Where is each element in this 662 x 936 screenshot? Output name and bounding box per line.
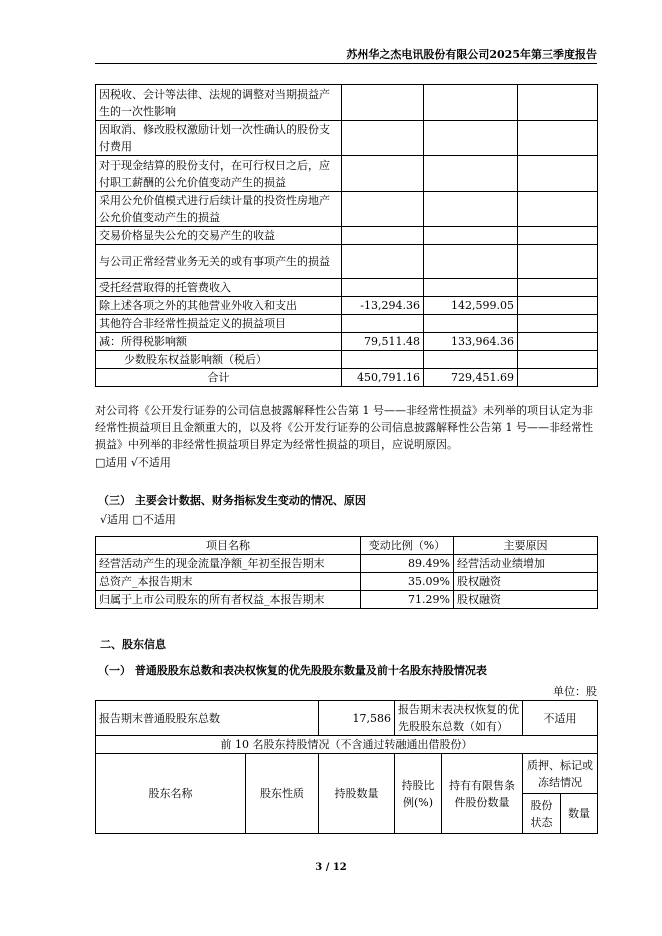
row-note (518, 85, 598, 121)
row-year-to-date: 142,599.05 (424, 297, 518, 315)
changes-row (96, 591, 598, 609)
non-recurring-row (96, 156, 598, 192)
changes-row (96, 573, 598, 591)
preferred-shareholders-value: 不适用 (523, 701, 598, 736)
row-item-label: 少数股东权益影响额（税后） (96, 351, 342, 369)
row-year-to-date (424, 245, 518, 279)
col-shareholder-nature: 股东性质 (246, 754, 319, 834)
row-current-period (342, 245, 424, 279)
change-reason: 股权融资 (454, 591, 598, 609)
row-item-label: 合计 (96, 369, 342, 387)
changes-row (96, 555, 598, 573)
non-recurring-row (96, 192, 598, 227)
col-restricted-shares: 持有有限售条件股份数量 (442, 754, 523, 834)
row-year-to-date: 133,964.36 (424, 333, 518, 351)
row-current-period: -13,294.36 (342, 297, 424, 315)
row-year-to-date (424, 351, 518, 369)
row-item-label: 交易价格显失公允的交易产生的收益 (96, 227, 342, 245)
changes-header-name: 项目名称 (96, 537, 361, 555)
row-item-label: 因取消、修改股权激励计划一次性确认的股份支付费用 (96, 121, 342, 156)
row-item-label: 采用公允价值模式进行后续计量的投资性房地产公允价值变动产生的损益 (96, 192, 342, 227)
row-year-to-date (424, 85, 518, 121)
change-ratio: 35.09% (361, 573, 454, 591)
applicability-checkbox-2: √适用 □不适用 (100, 513, 176, 526)
non-recurring-row (96, 333, 598, 351)
row-current-period (342, 227, 424, 245)
change-ratio: 71.29% (361, 591, 454, 609)
row-note (518, 297, 598, 315)
total-shareholders-label: 报告期末普通股股东总数 (96, 701, 319, 736)
row-item-label: 减：所得税影响额 (96, 333, 342, 351)
shareholders-subheading: （一） 普通股股东总数和表决权恢复的优先股股东数量及前十名股东持股情况表 (98, 664, 487, 677)
change-reason: 股权融资 (454, 573, 598, 591)
row-year-to-date (424, 279, 518, 297)
shareholders-heading: 二、股东信息 (100, 638, 166, 651)
row-note (518, 351, 598, 369)
col-pledge-status: 质押、标记或冻结情况 (523, 754, 598, 794)
col-share-count: 数量 (561, 794, 598, 834)
change-item-name: 经营活动产生的现金流量净额_年初至报告期末 (96, 555, 361, 573)
row-item-label: 因税收、会计等法律、法规的调整对当期损益产生的一次性影响 (96, 85, 342, 121)
row-item-label: 除上述各项之外的其他营业外收入和支出 (96, 297, 342, 315)
row-current-period (342, 315, 424, 333)
row-item-label: 对于现金结算的股份支付，在可行权日之后，应付职工薪酬的公允价值变动产生的损益 (96, 156, 342, 192)
applicability-checkbox-1: □适用 √不适用 (95, 456, 171, 469)
row-current-period: 79,511.48 (342, 333, 424, 351)
top10-title: 前 10 名股东持股情况（不含通过转融通出借股份） (96, 736, 598, 754)
row-year-to-date (424, 192, 518, 227)
page-number: 3 / 12 (315, 862, 347, 873)
row-item-label: 其他符合非经常性损益定义的损益项目 (96, 315, 342, 333)
col-shareholder-name: 股东名称 (96, 754, 246, 834)
changes-body (96, 555, 598, 609)
row-note (518, 315, 598, 333)
row-note (518, 192, 598, 227)
change-reason: 经营活动业绩增加 (454, 555, 598, 573)
non-recurring-row (96, 369, 598, 387)
preferred-shareholders-label: 报告期末表决权恢复的优先股股东总数（如有） (395, 701, 523, 736)
row-year-to-date (424, 156, 518, 192)
non-recurring-row (96, 227, 598, 245)
total-shareholders-value: 17,586 (319, 701, 395, 736)
non-recurring-row (96, 121, 598, 156)
non-recurring-row (96, 297, 598, 315)
row-year-to-date (424, 121, 518, 156)
row-note (518, 121, 598, 156)
non-recurring-row (96, 315, 598, 333)
row-note (518, 245, 598, 279)
changes-table (95, 536, 598, 609)
col-holding-ratio: 持股比例(%) (395, 754, 442, 834)
non-recurring-row (96, 245, 598, 279)
row-current-period (342, 121, 424, 156)
page-header-title: 苏州华之杰电讯股份有限公司2025年第三季度报告 (346, 48, 597, 61)
row-current-period (342, 156, 424, 192)
changes-header-reason: 主要原因 (454, 537, 598, 555)
row-current-period (342, 85, 424, 121)
change-ratio: 89.49% (361, 555, 454, 573)
row-current-period (342, 192, 424, 227)
col-share-status: 股份状态 (523, 794, 561, 834)
row-note (518, 279, 598, 297)
change-item-name: 归属于上市公司股东的所有者权益_本报告期末 (96, 591, 361, 609)
row-item-label: 与公司正常经营业务无关的或有事项产生的损益 (96, 245, 342, 279)
row-note (518, 156, 598, 192)
col-holding-quantity: 持股数量 (319, 754, 395, 834)
changes-header-ratio: 变动比例（%） (361, 537, 454, 555)
explanation-paragraph: 对公司将《公开发行证券的公司信息披露解释性公告第 1 号——非经常性损益》未列举的项目认定为非经常性损益项目且金额重大的，以及将《公开发行证券的公司信息披露解释性公告第 1 号——非经常性损益》中列举的非经常性损益项目界定为经常性损益的项目，应说明原因。 (95, 404, 593, 451)
row-current-period: 450,791.16 (342, 369, 424, 387)
header-divider (95, 63, 597, 64)
row-item-label: 受托经营取得的托管费收入 (96, 279, 342, 297)
row-note (518, 333, 598, 351)
non-recurring-items-body (96, 85, 598, 387)
row-year-to-date (424, 227, 518, 245)
row-current-period (342, 279, 424, 297)
row-year-to-date (424, 315, 518, 333)
row-note (518, 369, 598, 387)
non-recurring-row (96, 279, 598, 297)
change-item-name: 总资产_本报告期末 (96, 573, 361, 591)
shareholders-table (95, 700, 598, 834)
non-recurring-row (96, 85, 598, 121)
non-recurring-row (96, 351, 598, 369)
unit-label: 单位：股 (553, 685, 597, 698)
row-current-period (342, 351, 424, 369)
row-note (518, 227, 598, 245)
row-year-to-date: 729,451.69 (424, 369, 518, 387)
section-3-heading: （三） 主要会计数据、财务指标发生变动的情况、原因 (98, 494, 366, 507)
non-recurring-items-table (95, 84, 598, 387)
